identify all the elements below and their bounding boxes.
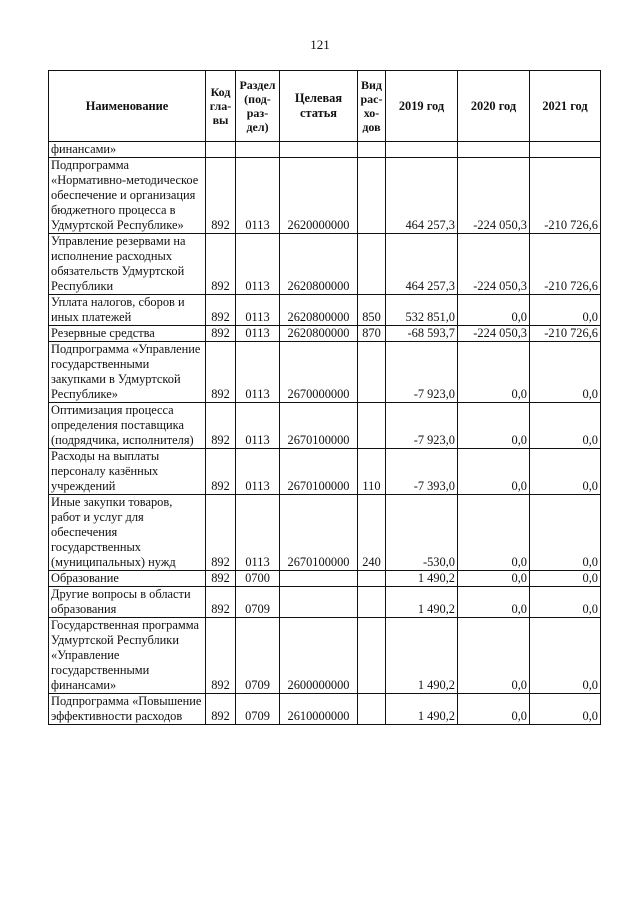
header-2020: 2020 год xyxy=(458,71,530,142)
row-target xyxy=(280,587,358,618)
header-type-line: хо- xyxy=(363,106,380,120)
row-section: 0700 xyxy=(236,571,280,587)
row-2021: 0,0 xyxy=(530,618,601,694)
row-section: 0113 xyxy=(236,295,280,326)
row-target: 2670000000 xyxy=(280,342,358,403)
row-2021: 0,0 xyxy=(530,449,601,495)
row-2019: -7 923,0 xyxy=(386,342,458,403)
row-name: Другие вопросы в области образования xyxy=(49,587,206,618)
row-name: Подпрограмма «Повышение эффективности расходов xyxy=(49,694,206,725)
row-code: 892 xyxy=(206,571,236,587)
table-row xyxy=(49,571,601,587)
row-name: Образование xyxy=(49,571,206,587)
table-row xyxy=(49,587,601,618)
row-code: 892 xyxy=(206,342,236,403)
row-2019: 1 490,2 xyxy=(386,694,458,725)
row-target: 2620800000 xyxy=(280,295,358,326)
row-section: 0709 xyxy=(236,618,280,694)
row-code: 892 xyxy=(206,295,236,326)
row-2019: -68 593,7 xyxy=(386,326,458,342)
row-name: Резервные средства xyxy=(49,326,206,342)
table-row xyxy=(49,449,601,495)
row-code: 892 xyxy=(206,326,236,342)
row-section: 0113 xyxy=(236,326,280,342)
row-2019: 464 257,3 xyxy=(386,234,458,295)
row-target: 2620800000 xyxy=(280,234,358,295)
row-2020: 0,0 xyxy=(458,694,530,725)
row-name: Управление резервами на исполнение расходных обязательств Удмуртской Республики xyxy=(49,234,206,295)
row-name: финансами» xyxy=(49,142,206,158)
row-2020: 0,0 xyxy=(458,403,530,449)
row-code: 892 xyxy=(206,234,236,295)
row-target: 2600000000 xyxy=(280,618,358,694)
row-type xyxy=(358,618,386,694)
header-type-line: Вид xyxy=(361,78,382,92)
row-2021: 0,0 xyxy=(530,571,601,587)
page-number: 121 xyxy=(310,37,330,52)
row-2019: 1 490,2 xyxy=(386,587,458,618)
row-2019: 532 851,0 xyxy=(386,295,458,326)
header-section-line: (под- xyxy=(244,92,271,106)
row-2021: 0,0 xyxy=(530,295,601,326)
row-2020: 0,0 xyxy=(458,342,530,403)
table-row xyxy=(49,234,601,295)
header-code-line: вы xyxy=(212,113,229,127)
header-name: Наименование xyxy=(49,71,206,142)
row-2019: 1 490,2 xyxy=(386,618,458,694)
row-section: 0113 xyxy=(236,342,280,403)
header-target-line: статья xyxy=(300,106,337,120)
table-row xyxy=(49,694,601,725)
row-code: 892 xyxy=(206,158,236,234)
row-2019: -530,0 xyxy=(386,495,458,571)
row-type xyxy=(358,234,386,295)
row-code: 892 xyxy=(206,495,236,571)
row-name: Подпрограмма «Нормативно-методическое обеспечение и организация бюджетного процесса в Удмуртской Республике» xyxy=(49,158,206,234)
row-type: 870 xyxy=(358,326,386,342)
row-type xyxy=(358,342,386,403)
row-target xyxy=(280,571,358,587)
row-code: 892 xyxy=(206,618,236,694)
row-2020: 0,0 xyxy=(458,587,530,618)
header-type-line: дов xyxy=(362,120,381,134)
header-type xyxy=(358,71,386,142)
table-row xyxy=(49,326,601,342)
header-target xyxy=(280,71,358,142)
header-2019: 2019 год xyxy=(386,71,458,142)
row-code: 892 xyxy=(206,403,236,449)
row-2019: 1 490,2 xyxy=(386,571,458,587)
header-code-line: гла- xyxy=(209,99,232,113)
row-2020 xyxy=(458,142,530,158)
row-2021: 0,0 xyxy=(530,495,601,571)
row-name: Уплата налогов, сборов и иных платежей xyxy=(49,295,206,326)
row-target: 2620800000 xyxy=(280,326,358,342)
table-header-row xyxy=(49,71,601,142)
row-2021: -210 726,6 xyxy=(530,326,601,342)
table-row xyxy=(49,495,601,571)
table-row xyxy=(49,142,601,158)
row-type: 110 xyxy=(358,449,386,495)
row-2020: -224 050,3 xyxy=(458,326,530,342)
row-2019: -7 393,0 xyxy=(386,449,458,495)
row-2019 xyxy=(386,142,458,158)
row-2021: 0,0 xyxy=(530,587,601,618)
row-target: 2670100000 xyxy=(280,449,358,495)
row-type xyxy=(358,142,386,158)
row-2019: 464 257,3 xyxy=(386,158,458,234)
row-section xyxy=(236,142,280,158)
row-section: 0113 xyxy=(236,158,280,234)
row-section: 0709 xyxy=(236,587,280,618)
row-2020: 0,0 xyxy=(458,295,530,326)
row-type: 240 xyxy=(358,495,386,571)
header-2021: 2021 год xyxy=(530,71,601,142)
row-name: Подпрограмма «Управление государственными закупками в Удмуртской Республике» xyxy=(49,342,206,403)
row-type: 850 xyxy=(358,295,386,326)
row-code: 892 xyxy=(206,449,236,495)
header-code xyxy=(206,71,236,142)
row-2020: -224 050,3 xyxy=(458,234,530,295)
header-type-line: рас- xyxy=(360,92,383,106)
row-2021: 0,0 xyxy=(530,694,601,725)
row-name: Расходы на выплаты персоналу казённых учреждений xyxy=(49,449,206,495)
row-section: 0113 xyxy=(236,449,280,495)
row-code: 892 xyxy=(206,694,236,725)
table-row xyxy=(49,158,601,234)
row-section: 0113 xyxy=(236,234,280,295)
header-section xyxy=(236,71,280,142)
row-code xyxy=(206,142,236,158)
table-row xyxy=(49,295,601,326)
header-section-line: раз- xyxy=(246,106,269,120)
row-2021: 0,0 xyxy=(530,403,601,449)
row-section: 0113 xyxy=(236,403,280,449)
row-2021: 0,0 xyxy=(530,342,601,403)
row-2021: -210 726,6 xyxy=(530,158,601,234)
row-2021: -210 726,6 xyxy=(530,234,601,295)
row-target: 2670100000 xyxy=(280,495,358,571)
row-2019: -7 923,0 xyxy=(386,403,458,449)
header-section-line: Раздел xyxy=(239,78,276,92)
table-row xyxy=(49,618,601,694)
row-2020: 0,0 xyxy=(458,495,530,571)
row-2021 xyxy=(530,142,601,158)
header-target-line: Целевая xyxy=(294,91,343,105)
row-2020: 0,0 xyxy=(458,618,530,694)
row-code: 892 xyxy=(206,587,236,618)
header-code-line: Код xyxy=(210,85,231,99)
row-name: Иные закупки товаров, работ и услуг для обеспечения государственных (муниципальных) нужд xyxy=(49,495,206,571)
row-type xyxy=(358,587,386,618)
row-target: 2620000000 xyxy=(280,158,358,234)
row-target: 2610000000 xyxy=(280,694,358,725)
row-2020: 0,0 xyxy=(458,571,530,587)
budget-table xyxy=(48,70,601,725)
row-target xyxy=(280,142,358,158)
row-2020: 0,0 xyxy=(458,449,530,495)
row-type xyxy=(358,158,386,234)
row-section: 0113 xyxy=(236,495,280,571)
table-row xyxy=(49,403,601,449)
row-type xyxy=(358,403,386,449)
header-section-line: дел) xyxy=(246,120,269,134)
row-name: Оптимизация процесса определения поставщика (подрядчика, исполнителя) xyxy=(49,403,206,449)
row-2020: -224 050,3 xyxy=(458,158,530,234)
row-section: 0709 xyxy=(236,694,280,725)
row-name: Государственная программа Удмуртской Республики «Управление государственными финансами» xyxy=(49,618,206,694)
table-row xyxy=(49,342,601,403)
row-type xyxy=(358,571,386,587)
row-target: 2670100000 xyxy=(280,403,358,449)
row-type xyxy=(358,694,386,725)
